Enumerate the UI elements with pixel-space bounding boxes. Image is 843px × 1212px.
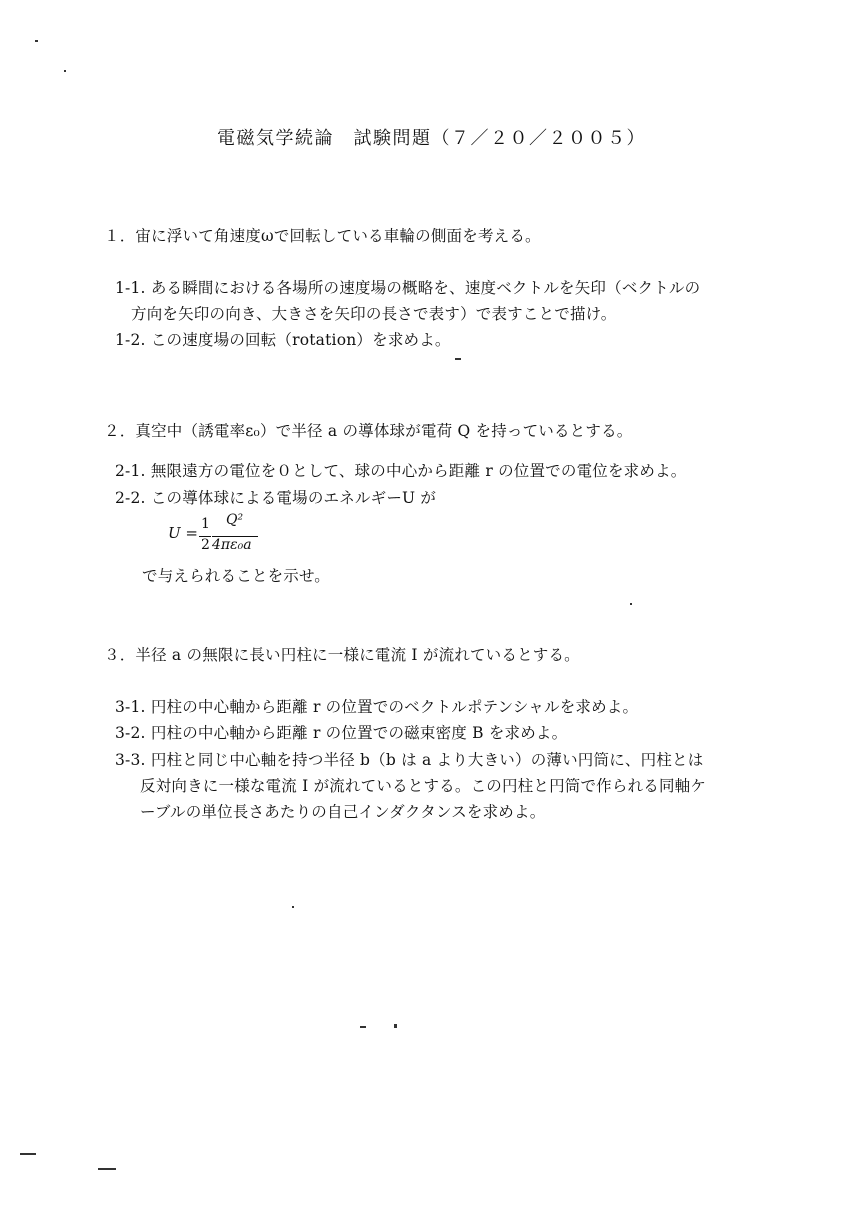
q1-1-line1: 1-1. ある瞬間における各場所の速度場の概略を、速度ベクトルを矢印（ベクトルの: [115, 279, 701, 297]
scan-speck: [360, 1026, 366, 1028]
formula-lhs: U =: [168, 524, 198, 542]
q3-3-line3: ーブルの単位長さあたりの自己インダクタンスを求めよ。: [140, 803, 546, 821]
formula-fraction2-denominator: 4πε₀a: [212, 537, 252, 553]
energy-formula: [168, 512, 278, 562]
q1-heading: １．宙に浮いて角速度ωで回転している車輪の側面を考える。: [104, 227, 541, 245]
q3-heading: ３．半径 a の無限に長い円柱に一様に電流 I が流れているとする。: [104, 646, 580, 664]
formula-fraction2-numerator: Q²: [226, 512, 244, 528]
q1-2: 1-2. この速度場の回転（rotation）を求めよ。: [115, 331, 451, 349]
scan-speck: [35, 40, 38, 42]
q3-1: 3-1. 円柱の中心軸から距離 r の位置でのベクトルポテンシャルを求めよ。: [115, 698, 639, 716]
formula-fraction1-numerator: 1: [201, 516, 210, 532]
q2-2-conclusion: で与えられることを示せ。: [142, 567, 330, 585]
q3-2: 3-2. 円柱の中心軸から距離 r の位置での磁束密度 B を求めよ。: [115, 724, 568, 742]
q2-2: 2-2. この導体球による電場のエネルギーU が: [115, 489, 437, 507]
q2-1: 2-1. 無限遠方の電位を０として、球の中心から距離 r の位置での電位を求めよ。: [115, 462, 687, 480]
scan-speck: [20, 1153, 36, 1155]
scan-speck: [98, 1168, 116, 1170]
exam-title: 電磁気学続論 試験問題（７／２０／２００５）: [217, 128, 646, 149]
scan-speck: [630, 603, 632, 605]
scan-speck: [394, 1024, 397, 1028]
q3-3-line2: 反対向きに一様な電流 I が流れているとする。この円柱と円筒で作られる同軸ケ: [140, 777, 707, 795]
q3-3-line1: 3-3. 円柱と同じ中心軸を持つ半径 b（b は a より大きい）の薄い円筒に、円柱とは: [115, 751, 704, 769]
q1-1-line2: 方向を矢印の向き、大きさを矢印の長さで表す）で表すことで描け。: [131, 305, 617, 323]
q2-heading: ２．真空中（誘電率ε₀）で半径 a の導体球が電荷 Q を持っているとする。: [104, 422, 633, 440]
scan-speck: [455, 358, 461, 360]
formula-fraction1-denominator: 2: [201, 537, 210, 553]
scan-speck: [64, 70, 66, 72]
scan-speck: [292, 906, 294, 908]
